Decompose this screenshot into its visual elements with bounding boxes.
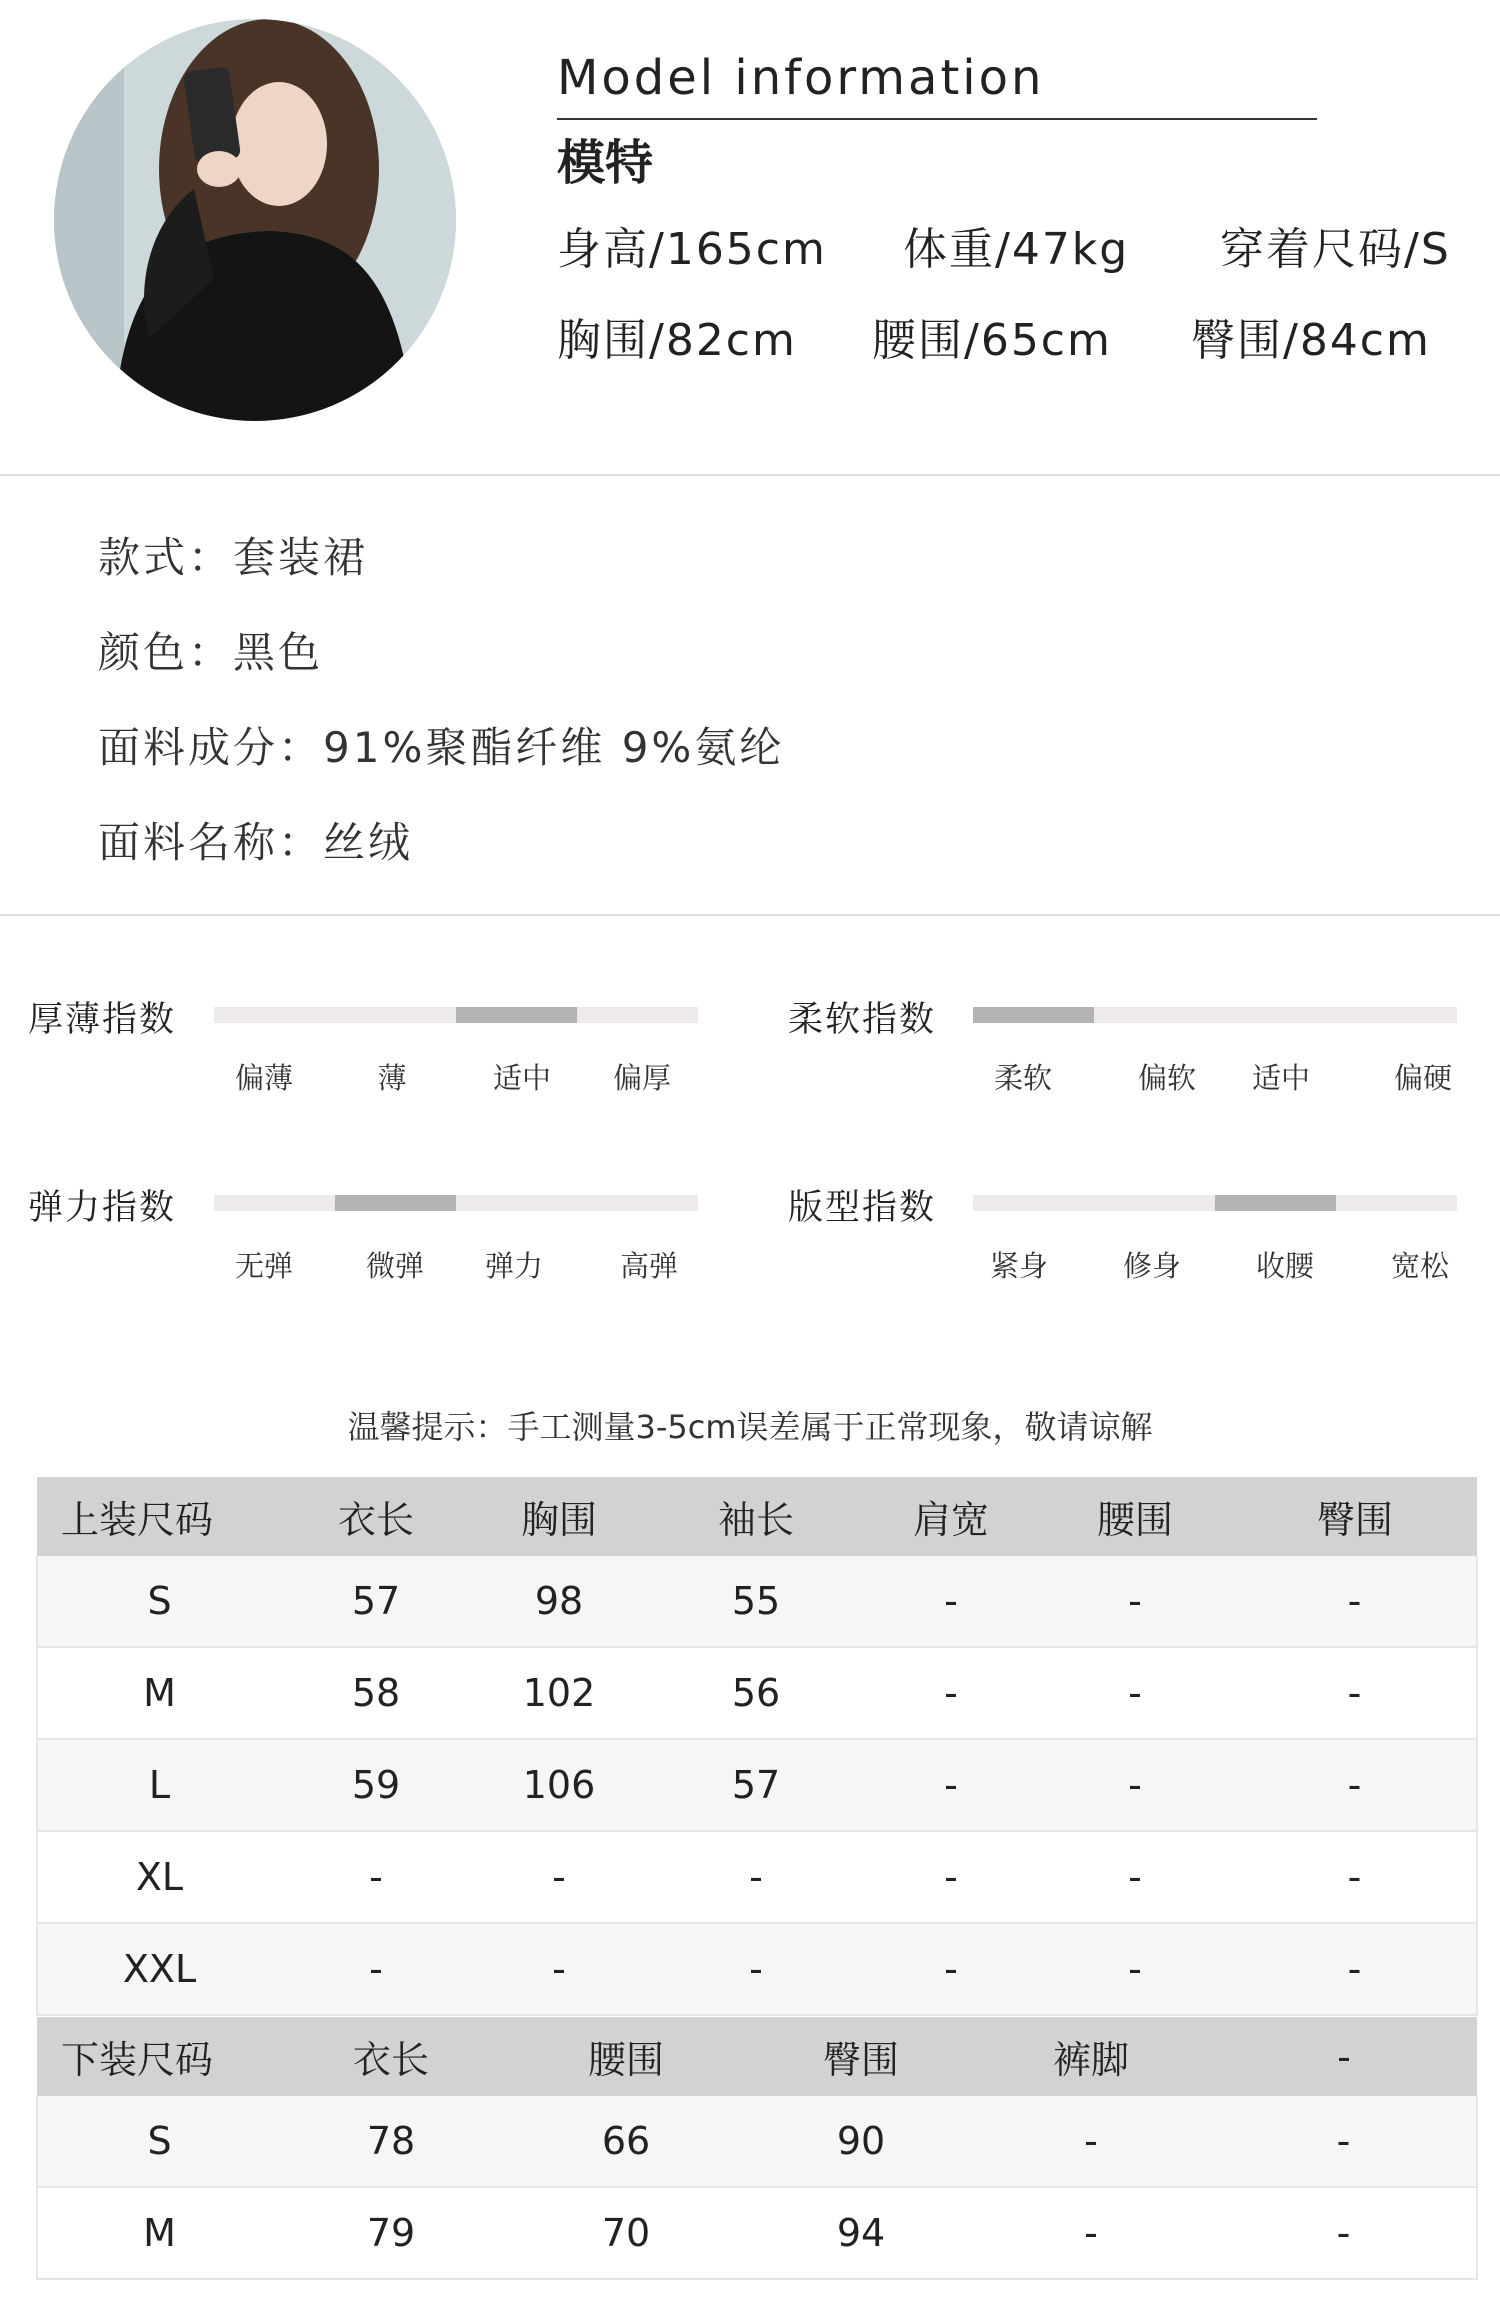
table-cell: - bbox=[865, 1739, 1037, 1831]
index-option: 宽松 bbox=[1390, 1249, 1450, 1283]
size-chart-table bbox=[36, 1477, 1478, 2016]
table-cell: 56 bbox=[647, 1647, 865, 1739]
table-cell: - bbox=[281, 1923, 471, 2015]
model-bust: 胸围/82cm bbox=[557, 315, 797, 366]
table-cell: - bbox=[1037, 1923, 1233, 2015]
table-cell: - bbox=[1211, 2187, 1477, 2279]
table-header-cell: 裤脚 bbox=[971, 2017, 1211, 2096]
table-row bbox=[37, 2096, 1477, 2187]
table-cell: 58 bbox=[281, 1647, 471, 1739]
table-header-cell: 腰围 bbox=[501, 2017, 751, 2096]
table-cell: 66 bbox=[501, 2096, 751, 2187]
table-header-cell: - bbox=[1211, 2017, 1477, 2096]
table-cell: 57 bbox=[647, 1739, 865, 1831]
table-cell: S bbox=[37, 1556, 281, 1647]
table-header-cell: 衣长 bbox=[281, 1477, 471, 1556]
model-waist: 腰围/65cm bbox=[872, 315, 1112, 366]
index-softness-label: 柔软指数 bbox=[788, 1000, 937, 1040]
model-height: 身高/165cm bbox=[557, 224, 827, 275]
table-cell: 57 bbox=[281, 1556, 471, 1647]
model-photo-illustration bbox=[54, 19, 456, 421]
table-header-cell: 腰围 bbox=[1037, 1477, 1233, 1556]
spec-fabric-name: 面料名称：丝绒 bbox=[98, 818, 414, 867]
index-option: 柔软 bbox=[993, 1061, 1053, 1095]
index-option: 无弹 bbox=[234, 1249, 294, 1283]
index-option: 修身 bbox=[1122, 1249, 1182, 1283]
index-option: 偏硬 bbox=[1393, 1061, 1453, 1095]
table-header-cell: 臀围 bbox=[1233, 1477, 1477, 1556]
table-cell: M bbox=[37, 2187, 281, 2279]
section-divider bbox=[0, 914, 1500, 916]
model-weight: 体重/47kg bbox=[903, 224, 1130, 275]
table-header-cell: 袖长 bbox=[647, 1477, 865, 1556]
index-option: 偏厚 bbox=[612, 1061, 672, 1095]
table-cell: M bbox=[37, 1647, 281, 1739]
measurement-notice: 温馨提示：手工测量3-5cm误差属于正常现象，敬请谅解 bbox=[347, 1408, 1153, 1446]
table-cell: 79 bbox=[281, 2187, 501, 2279]
section-divider bbox=[0, 474, 1500, 476]
table-cell: - bbox=[971, 2187, 1211, 2279]
table-cell: - bbox=[1233, 1739, 1477, 1831]
table-cell: XL bbox=[37, 1831, 281, 1923]
table-row bbox=[37, 1923, 1477, 2015]
model-size: 穿着尺码/S bbox=[1220, 224, 1451, 275]
table-cell: - bbox=[647, 1923, 865, 2015]
index-elasticity-label: 弹力指数 bbox=[28, 1188, 177, 1228]
table-cell: - bbox=[1211, 2096, 1477, 2187]
table-row bbox=[37, 1647, 1477, 1739]
index-option: 偏软 bbox=[1137, 1061, 1197, 1095]
index-option: 适中 bbox=[492, 1061, 552, 1095]
table-cell: 78 bbox=[281, 2096, 501, 2187]
table-cell: - bbox=[865, 1647, 1037, 1739]
bottom-size-table bbox=[36, 2017, 1478, 2280]
table-cell: 70 bbox=[501, 2187, 751, 2279]
index-option: 薄 bbox=[377, 1061, 407, 1095]
table-cell: - bbox=[865, 1923, 1037, 2015]
heading-underline bbox=[557, 118, 1317, 120]
table-cell: - bbox=[1037, 1739, 1233, 1831]
index-thickness-label: 厚薄指数 bbox=[28, 1000, 177, 1040]
table-cell: - bbox=[1037, 1647, 1233, 1739]
index-option: 收腰 bbox=[1255, 1249, 1315, 1283]
index-fit-label: 版型指数 bbox=[788, 1188, 937, 1228]
table-cell: 94 bbox=[751, 2187, 971, 2279]
table-cell: - bbox=[1233, 1831, 1477, 1923]
bottom-size-header-row bbox=[37, 2017, 1477, 2096]
index-softness-indicator bbox=[973, 1007, 1094, 1023]
table-cell: 106 bbox=[471, 1739, 647, 1831]
table-cell: - bbox=[281, 1831, 471, 1923]
table-cell: 55 bbox=[647, 1556, 865, 1647]
table-header-cell: 胸围 bbox=[471, 1477, 647, 1556]
index-option: 高弹 bbox=[619, 1249, 679, 1283]
table-cell: XXL bbox=[37, 1923, 281, 2015]
index-fit-track bbox=[973, 1195, 1457, 1211]
table-cell: - bbox=[647, 1831, 865, 1923]
table-row bbox=[37, 1556, 1477, 1647]
table-row bbox=[37, 2187, 1477, 2279]
model-photo bbox=[54, 19, 456, 421]
table-header-cell: 臀围 bbox=[751, 2017, 971, 2096]
spec-style: 款式：套装裙 bbox=[98, 533, 369, 582]
index-elasticity-track bbox=[214, 1195, 698, 1211]
index-option: 弹力 bbox=[484, 1249, 544, 1283]
model-hip: 臀围/84cm bbox=[1191, 315, 1431, 366]
index-option: 微弹 bbox=[365, 1249, 425, 1283]
index-softness-track bbox=[973, 1007, 1457, 1023]
index-option: 紧身 bbox=[989, 1249, 1049, 1283]
index-fit-indicator bbox=[1215, 1195, 1336, 1211]
table-cell: 90 bbox=[751, 2096, 971, 2187]
table-cell: - bbox=[471, 1831, 647, 1923]
table-row bbox=[37, 1739, 1477, 1831]
table-cell: 59 bbox=[281, 1739, 471, 1831]
index-option: 偏薄 bbox=[234, 1061, 294, 1095]
table-header-cell: 衣长 bbox=[281, 2017, 501, 2096]
spec-color: 颜色：黑色 bbox=[98, 628, 324, 677]
index-option: 适中 bbox=[1251, 1061, 1311, 1095]
model-info-heading: Model information bbox=[557, 50, 1045, 106]
table-cell: - bbox=[1037, 1556, 1233, 1647]
table-header-cell: 下装尺码 bbox=[37, 2017, 281, 2096]
table-cell: - bbox=[1037, 1831, 1233, 1923]
table-header-cell: 肩宽 bbox=[865, 1477, 1037, 1556]
table-cell: 102 bbox=[471, 1647, 647, 1739]
table-cell: - bbox=[471, 1923, 647, 2015]
spec-composition: 面料成分：91%聚酯纤维 9%氨纶 bbox=[98, 723, 785, 772]
table-cell: - bbox=[1233, 1556, 1477, 1647]
table-row bbox=[37, 1831, 1477, 1923]
table-header-cell: 上装尺码 bbox=[37, 1477, 281, 1556]
table-cell: - bbox=[1233, 1923, 1477, 2015]
table-cell: - bbox=[865, 1831, 1037, 1923]
table-cell: S bbox=[37, 2096, 281, 2187]
index-elasticity-indicator bbox=[335, 1195, 456, 1211]
table-cell: - bbox=[1233, 1647, 1477, 1739]
table-cell: 98 bbox=[471, 1556, 647, 1647]
index-thickness-track bbox=[214, 1007, 698, 1023]
table-cell: - bbox=[971, 2096, 1211, 2187]
model-subheading: 模特 bbox=[557, 135, 654, 191]
table-cell: - bbox=[865, 1556, 1037, 1647]
index-thickness-indicator bbox=[456, 1007, 577, 1023]
top-size-header-row bbox=[37, 1477, 1477, 1556]
table-cell: L bbox=[37, 1739, 281, 1831]
